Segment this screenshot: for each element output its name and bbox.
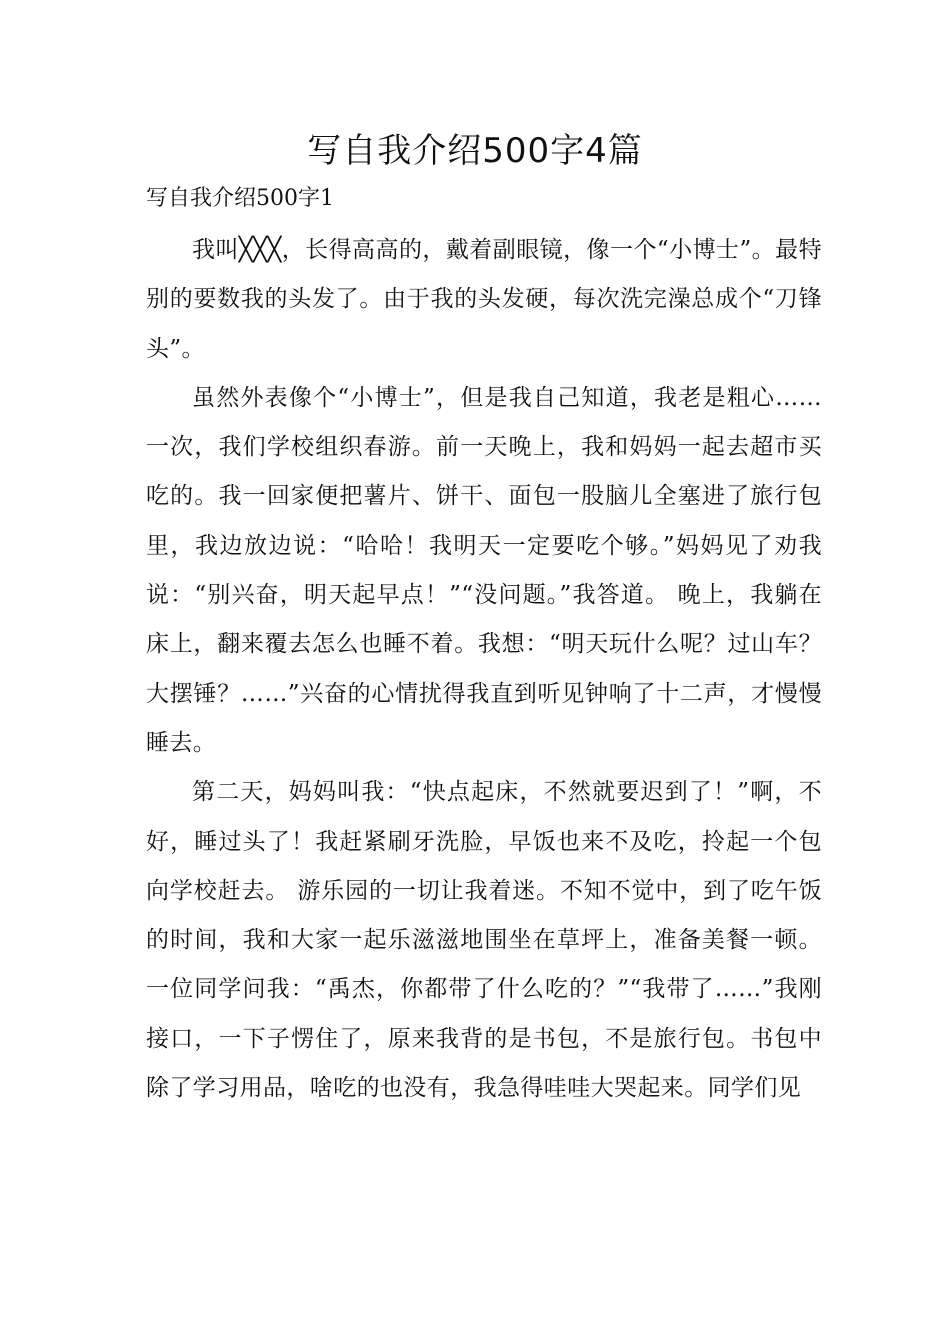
paragraph-2: 虽然外表像个“小博士”，但是我自己知道，我老是粗心…… 一次，我们学校组织春游。前一天晚上，我和妈妈一起去超市买吃的。我一回家便把薯片、饼干、面包一股脑儿全塞进了旅行包里，我边放边说：“哈哈！我明天一定要吃个够。”妈妈见了劝我说：“别兴奋，明天起早点！”“没问题。”我答道。 晚上，我躺在床上，翻来覆去怎么也睡不着。我想：“明天玩什么呢？过山车？大摆锤？……”兴奋的心情扰得我直到听见钟响了十二声，才慢慢睡去。 bbox=[146, 384, 822, 756]
document-body bbox=[146, 226, 822, 1113]
document-title: 写自我介绍500字4篇 bbox=[307, 131, 643, 171]
paragraph-1: 我叫╳╳╳，长得高高的，戴着副眼镜，像一个“小博士”。最特别的要数我的头发了。由于我的头发硬，每次洗完澡总成个“刀锋头”。 bbox=[146, 237, 822, 362]
paragraph-3: 第二天，妈妈叫我：“快点起床，不然就要迟到了！”啊，不好，睡过头了！我赶紧刷牙洗脸，早饭也来不及吃，拎起一个包向学校赶去。 游乐园的一切让我着迷。不知不觉中，到了吃午饭的时间，我和大家一起乐滋滋地围坐在草坪上，准备美餐一顿。一位同学问我：“禹杰，你都带了什么吃的？”“我带了……”我刚接口，一下子愣住了，原来我背的是书包，不是旅行包。书包中除了学习用品，啥吃的也没有，我急得哇哇大哭起来。同学们见 bbox=[146, 779, 822, 1102]
section-heading: 写自我介绍500字1 bbox=[146, 186, 334, 211]
